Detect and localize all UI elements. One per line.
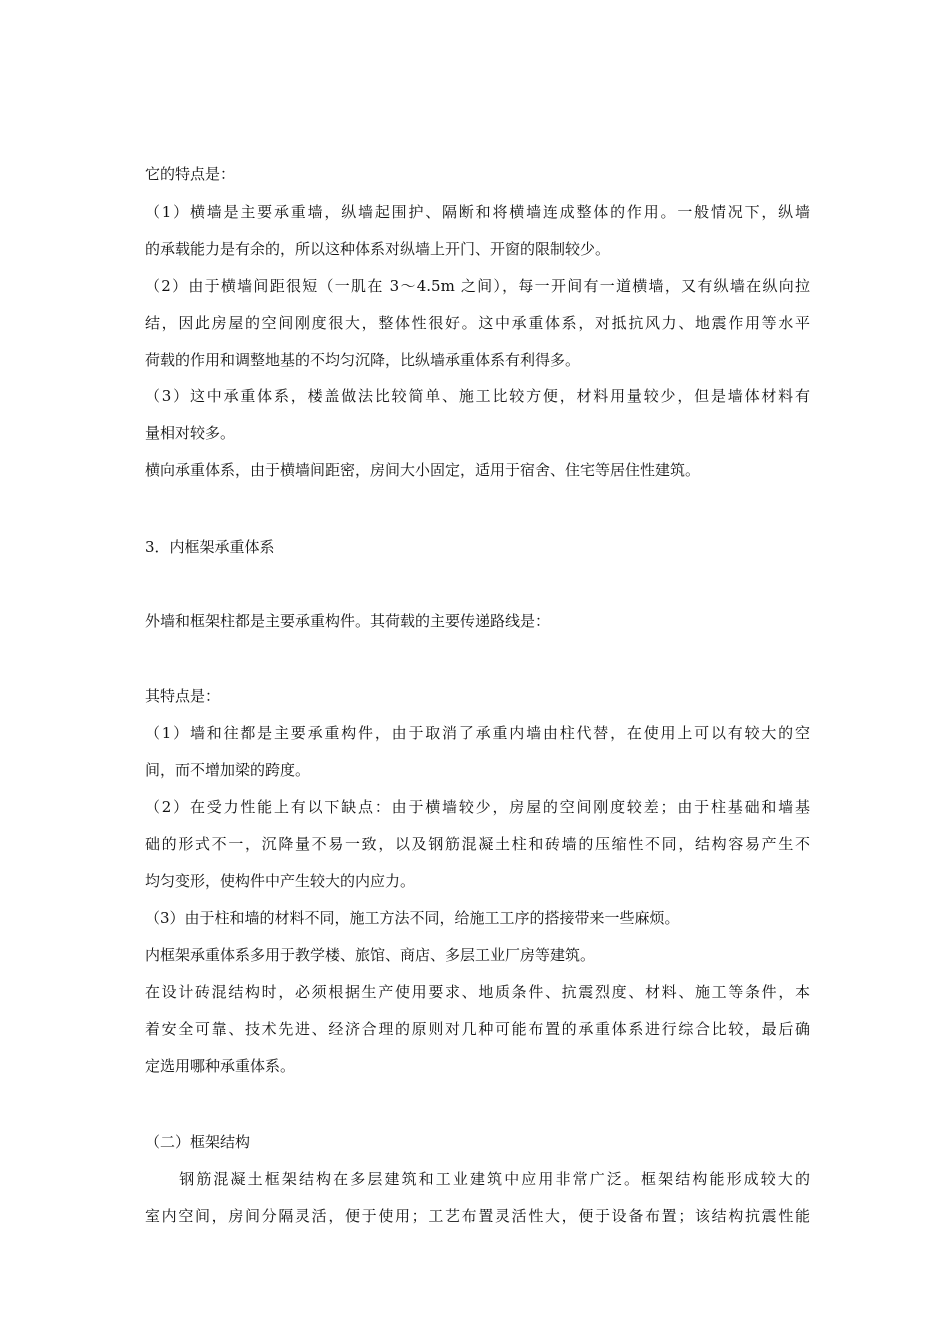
section-heading: （二）框架结构: [145, 1133, 251, 1151]
text-line: 定选用哪种承重体系。: [145, 1057, 296, 1075]
text-line: 钢筋混凝土框架结构在多层建筑和工业建筑中应用非常广泛。框架结构能形成较大的: [145, 1170, 810, 1188]
section-heading: 3．内框架承重体系: [145, 538, 275, 556]
text-line: 的承载能力是有余的，所以这种体系对纵墙上开门、开窗的限制较少。: [145, 240, 611, 258]
text-line: 横向承重体系，由于横墙间距密，房间大小固定，适用于宿舍、住宅等居住性建筑。: [145, 461, 701, 479]
text-line: 荷载的作用和调整地基的不均匀沉降，比纵墙承重体系有利得多。: [145, 351, 581, 369]
text-line: 间，而不增加梁的跨度。: [145, 761, 311, 779]
text-line: 内框架承重体系多用于教学楼、旅馆、商店、多层工业厂房等建筑。: [145, 946, 596, 964]
text-line: （2）在受力性能上有以下缺点：由于横墙较少，房屋的空间刚度较差；由于柱基础和墙基: [145, 798, 810, 816]
text-line: 外墙和框架柱都是主要承重构件。其荷载的主要传递路线是：: [145, 612, 551, 630]
text-line: 在设计砖混结构时，必须根据生产使用要求、地质条件、抗震烈度、材料、施工等条件，本: [145, 983, 810, 1001]
text-line: 结，因此房屋的空间刚度很大，整体性很好。这中承重体系，对抵抗风力、地震作用等水平: [145, 314, 810, 332]
text-line: 量相对较多。: [145, 424, 236, 442]
text-line: 室内空间，房间分隔灵活，便于使用；工艺布置灵活性大，便于设备布置；该结构抗震性能: [145, 1207, 810, 1225]
text-line: （1）横墙是主要承重墙，纵墙起围护、隔断和将横墙连成整体的作用。一般情况下，纵墙: [145, 203, 810, 221]
text-line: 其特点是：: [145, 687, 221, 705]
text-line: （2）由于横墙间距很短（一肌在 3～4.5m 之间），每一开间有一道横墙，又有纵墙在纵向拉: [145, 277, 810, 295]
text-line: 它的特点是：: [145, 165, 236, 183]
text-line: （3）这中承重体系，楼盖做法比较简单、施工比较方便，材料用量较少，但是墙体材料有: [145, 387, 810, 405]
text-line: 着安全可靠、技术先进、经济合理的原则对几种可能布置的承重体系进行综合比较，最后确: [145, 1020, 810, 1038]
text-line: 础的形式不一，沉降量不易一致，以及钢筋混凝土柱和砖墙的压缩性不同，结构容易产生不: [145, 835, 810, 853]
text-line: 均匀变形，使构件中产生较大的内应力。: [145, 872, 416, 890]
text-line: （1）墙和往都是主要承重构件，由于取消了承重内墙由柱代替，在使用上可以有较大的空: [145, 724, 810, 742]
text-line: （3）由于柱和墙的材料不同，施工方法不同，给施工工序的搭接带来一些麻烦。: [145, 909, 680, 927]
